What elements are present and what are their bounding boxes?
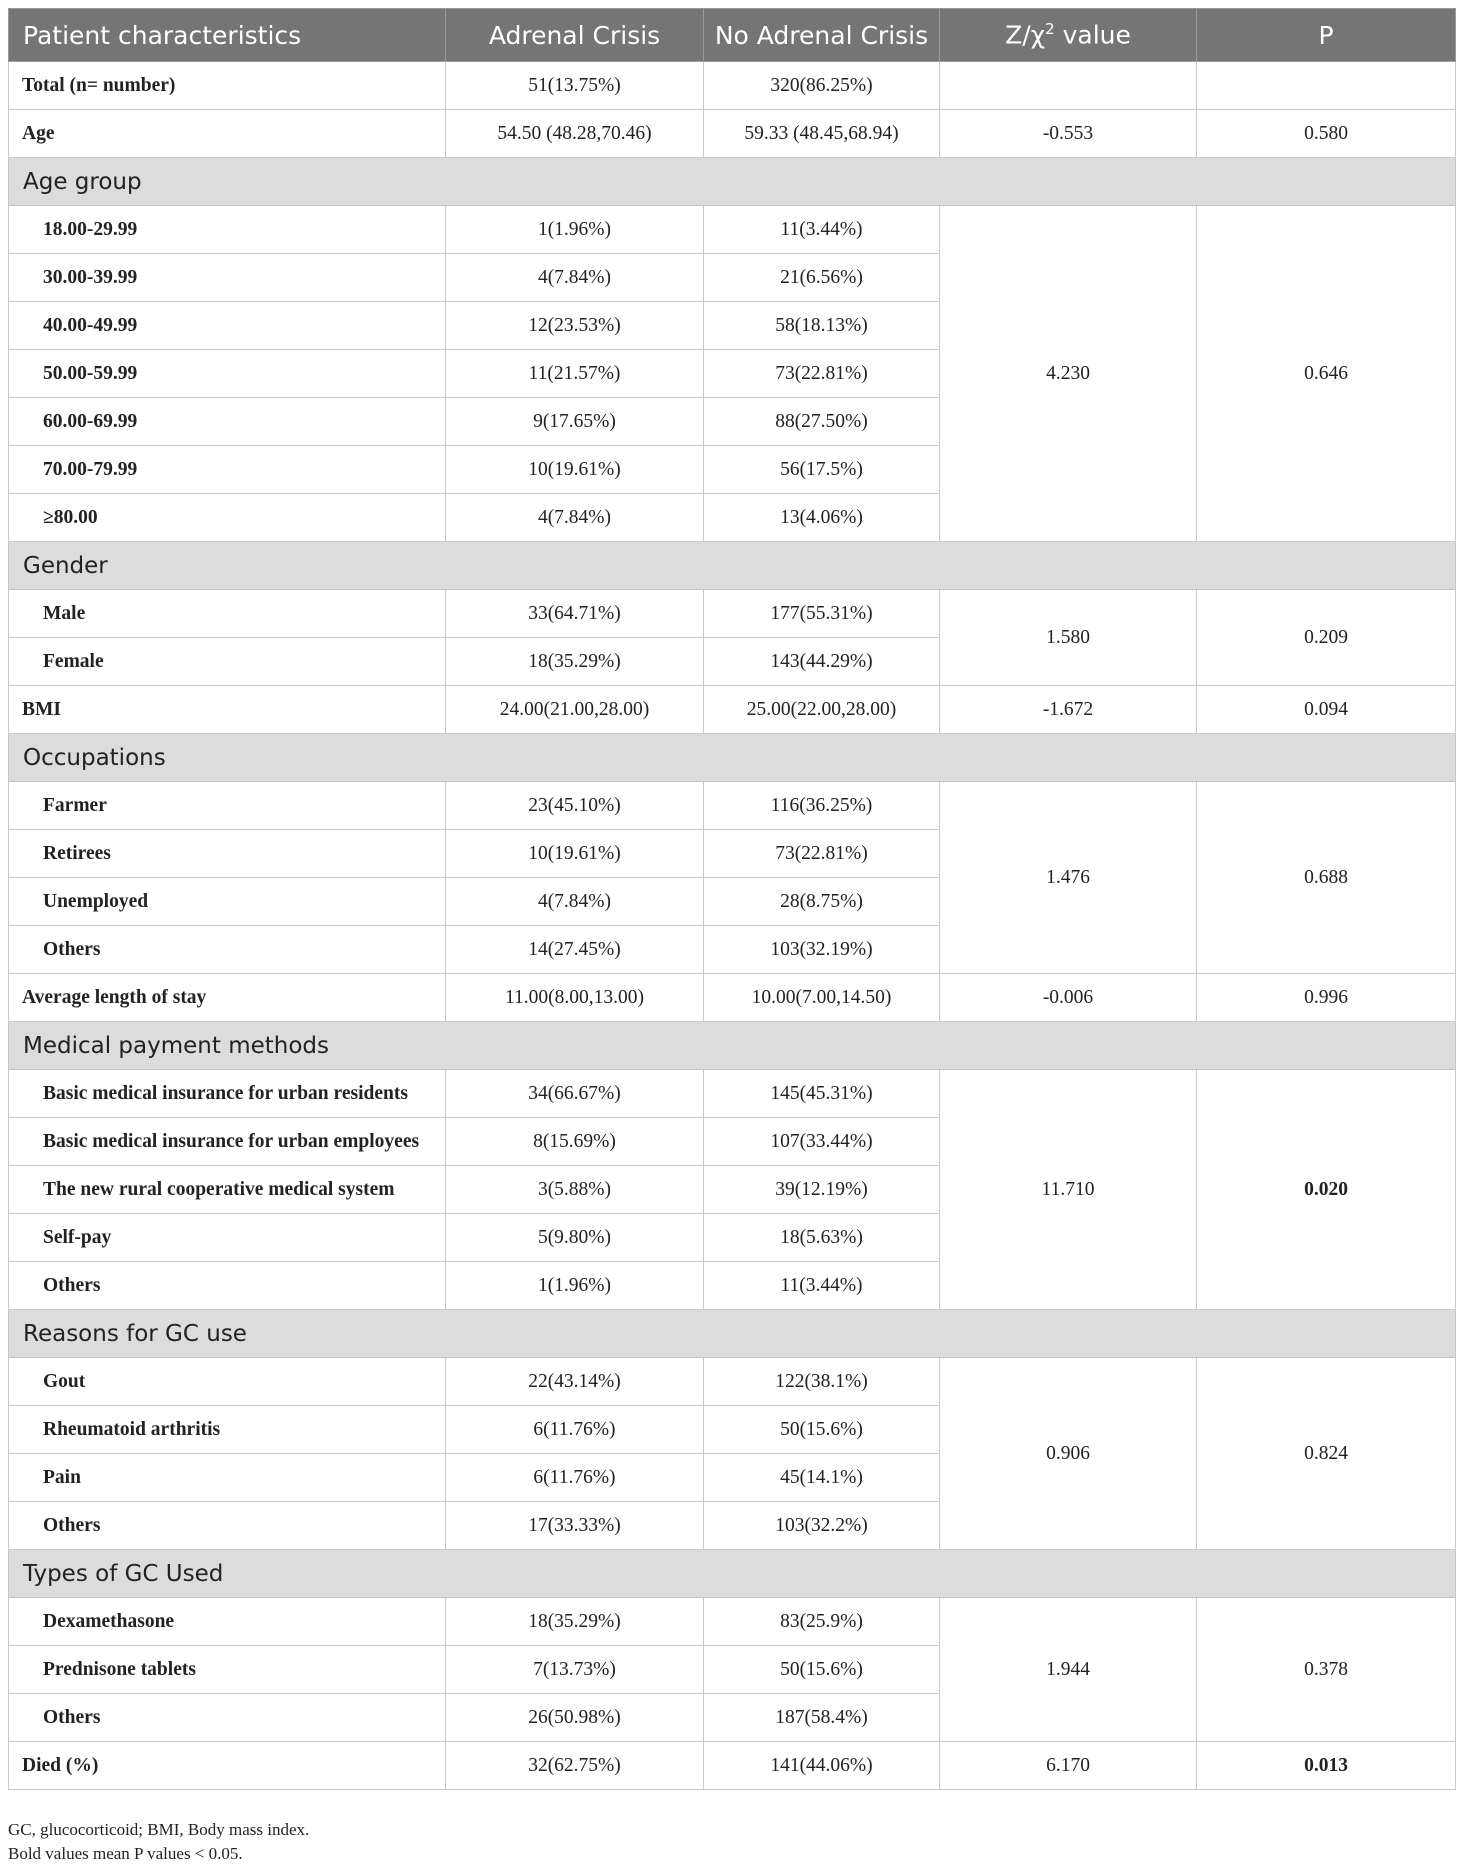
header-z-chi-label: Z/χ — [1005, 20, 1046, 50]
row-label: BMI — [9, 686, 446, 734]
cell-ac: 23(45.10%) — [446, 782, 704, 830]
cell-ac: 18(35.29%) — [446, 638, 704, 686]
cell-ac: 9(17.65%) — [446, 398, 704, 446]
header-adrenal-crisis: Adrenal Crisis — [446, 9, 704, 62]
cell-nac: 21(6.56%) — [704, 254, 940, 302]
cell-ac: 1(1.96%) — [446, 1262, 704, 1310]
row-label: The new rural cooperative medical system — [9, 1166, 446, 1214]
footnote-abbreviations: GC, glucocorticoid; BMI, Body mass index. — [8, 1820, 310, 1839]
cell-ac: 12(23.53%) — [446, 302, 704, 350]
row-label: Total (n= number) — [9, 62, 446, 110]
cell-ac: 33(64.71%) — [446, 590, 704, 638]
group-title: Occupations — [9, 734, 1456, 782]
table-row-died — [9, 1742, 1456, 1790]
row-label: Died (%) — [9, 1742, 446, 1790]
cell-nac: 45(14.1%) — [704, 1454, 940, 1502]
group-title: Types of GC Used — [9, 1550, 1456, 1598]
table-row-age — [9, 110, 1456, 158]
row-label: 70.00-79.99 — [9, 446, 446, 494]
header-z-chi-sup: 2 — [1045, 20, 1055, 39]
group-header-age-group — [9, 158, 1456, 206]
cell-p: 0.013 — [1197, 1742, 1456, 1790]
cell-z: 11.710 — [940, 1070, 1197, 1310]
table-row — [9, 1598, 1456, 1646]
cell-z — [940, 62, 1197, 110]
cell-nac: 50(15.6%) — [704, 1406, 940, 1454]
cell-ac: 6(11.76%) — [446, 1454, 704, 1502]
table-row — [9, 782, 1456, 830]
cell-ac: 24.00(21.00,28.00) — [446, 686, 704, 734]
row-label: Pain — [9, 1454, 446, 1502]
row-label: ≥80.00 — [9, 494, 446, 542]
row-label: 18.00-29.99 — [9, 206, 446, 254]
cell-nac: 116(36.25%) — [704, 782, 940, 830]
patient-characteristics-table — [8, 8, 1456, 1790]
row-label: Others — [9, 1502, 446, 1550]
cell-nac: 103(32.19%) — [704, 926, 940, 974]
cell-p: 0.646 — [1197, 206, 1456, 542]
cell-ac: 6(11.76%) — [446, 1406, 704, 1454]
cell-p: 0.996 — [1197, 974, 1456, 1022]
group-header-occupations — [9, 734, 1456, 782]
cell-nac: 141(44.06%) — [704, 1742, 940, 1790]
cell-ac: 34(66.67%) — [446, 1070, 704, 1118]
cell-nac: 107(33.44%) — [704, 1118, 940, 1166]
row-label: Others — [9, 1262, 446, 1310]
cell-nac: 187(58.4%) — [704, 1694, 940, 1742]
cell-p: 0.094 — [1197, 686, 1456, 734]
cell-p: 0.378 — [1197, 1598, 1456, 1742]
cell-ac: 3(5.88%) — [446, 1166, 704, 1214]
group-title: Age group — [9, 158, 1456, 206]
table-row-length-of-stay — [9, 974, 1456, 1022]
cell-nac: 28(8.75%) — [704, 878, 940, 926]
cell-ac: 8(15.69%) — [446, 1118, 704, 1166]
cell-nac: 103(32.2%) — [704, 1502, 940, 1550]
cell-nac: 10.00(7.00,14.50) — [704, 974, 940, 1022]
cell-ac: 51(13.75%) — [446, 62, 704, 110]
row-label: Prednisone tablets — [9, 1646, 446, 1694]
group-title: Medical payment methods — [9, 1022, 1456, 1070]
row-label: Rheumatoid arthritis — [9, 1406, 446, 1454]
cell-nac: 143(44.29%) — [704, 638, 940, 686]
header-row — [9, 9, 1456, 62]
cell-nac: 177(55.31%) — [704, 590, 940, 638]
table-row — [9, 1070, 1456, 1118]
cell-z: 0.906 — [940, 1358, 1197, 1550]
header-value-label: value — [1054, 20, 1131, 50]
cell-p — [1197, 62, 1456, 110]
footnote-bold-note: Bold values mean P values < 0.05. — [8, 1844, 243, 1863]
row-label: Farmer — [9, 782, 446, 830]
cell-z: 6.170 — [940, 1742, 1197, 1790]
row-label: Basic medical insurance for urban employees — [9, 1118, 446, 1166]
cell-ac: 4(7.84%) — [446, 254, 704, 302]
table-row — [9, 206, 1456, 254]
cell-z: -0.553 — [940, 110, 1197, 158]
cell-nac: 83(25.9%) — [704, 1598, 940, 1646]
cell-nac: 18(5.63%) — [704, 1214, 940, 1262]
cell-ac: 14(27.45%) — [446, 926, 704, 974]
cell-ac: 4(7.84%) — [446, 494, 704, 542]
cell-ac: 10(19.61%) — [446, 446, 704, 494]
row-label: Self-pay — [9, 1214, 446, 1262]
cell-nac: 59.33 (48.45,68.94) — [704, 110, 940, 158]
row-label: Others — [9, 1694, 446, 1742]
table-row — [9, 1358, 1456, 1406]
cell-p: 0.020 — [1197, 1070, 1456, 1310]
cell-nac: 122(38.1%) — [704, 1358, 940, 1406]
row-label: 40.00-49.99 — [9, 302, 446, 350]
row-label: Male — [9, 590, 446, 638]
cell-p: 0.580 — [1197, 110, 1456, 158]
cell-p: 0.824 — [1197, 1358, 1456, 1550]
cell-nac: 73(22.81%) — [704, 350, 940, 398]
cell-p: 0.209 — [1197, 590, 1456, 686]
cell-nac: 88(27.50%) — [704, 398, 940, 446]
cell-nac: 25.00(22.00,28.00) — [704, 686, 940, 734]
cell-nac: 320(86.25%) — [704, 62, 940, 110]
table-row — [9, 590, 1456, 638]
group-title: Gender — [9, 542, 1456, 590]
row-label: Age — [9, 110, 446, 158]
cell-ac: 11.00(8.00,13.00) — [446, 974, 704, 1022]
cell-ac: 18(35.29%) — [446, 1598, 704, 1646]
cell-ac: 22(43.14%) — [446, 1358, 704, 1406]
cell-ac: 17(33.33%) — [446, 1502, 704, 1550]
group-header-gender — [9, 542, 1456, 590]
group-header-reasons-gc-use — [9, 1310, 1456, 1358]
row-label: Female — [9, 638, 446, 686]
cell-nac: 11(3.44%) — [704, 1262, 940, 1310]
group-header-types-gc-used — [9, 1550, 1456, 1598]
cell-ac: 1(1.96%) — [446, 206, 704, 254]
cell-p: 0.688 — [1197, 782, 1456, 974]
row-label: 50.00-59.99 — [9, 350, 446, 398]
row-label: 30.00-39.99 — [9, 254, 446, 302]
cell-z: 1.476 — [940, 782, 1197, 974]
cell-nac: 73(22.81%) — [704, 830, 940, 878]
header-no-adrenal-crisis: No Adrenal Crisis — [704, 9, 940, 62]
row-label: Average length of stay — [9, 974, 446, 1022]
cell-nac: 145(45.31%) — [704, 1070, 940, 1118]
header-p: P — [1197, 9, 1456, 62]
header-patient-characteristics: Patient characteristics — [9, 9, 446, 62]
cell-ac: 4(7.84%) — [446, 878, 704, 926]
cell-ac: 32(62.75%) — [446, 1742, 704, 1790]
cell-ac: 7(13.73%) — [446, 1646, 704, 1694]
row-label: Basic medical insurance for urban residents — [9, 1070, 446, 1118]
cell-z: 4.230 — [940, 206, 1197, 542]
row-label: Retirees — [9, 830, 446, 878]
cell-nac: 56(17.5%) — [704, 446, 940, 494]
table-row-bmi — [9, 686, 1456, 734]
row-label: Gout — [9, 1358, 446, 1406]
cell-nac: 11(3.44%) — [704, 206, 940, 254]
cell-z: 1.944 — [940, 1598, 1197, 1742]
header-z-chi2-value — [940, 9, 1197, 62]
cell-z: 1.580 — [940, 590, 1197, 686]
group-header-payment-methods — [9, 1022, 1456, 1070]
cell-ac: 10(19.61%) — [446, 830, 704, 878]
row-label: Unemployed — [9, 878, 446, 926]
cell-nac: 13(4.06%) — [704, 494, 940, 542]
cell-z: -1.672 — [940, 686, 1197, 734]
row-label: 60.00-69.99 — [9, 398, 446, 446]
cell-ac: 11(21.57%) — [446, 350, 704, 398]
footnotes — [8, 1818, 309, 1866]
group-title: Reasons for GC use — [9, 1310, 1456, 1358]
cell-z: -0.006 — [940, 974, 1197, 1022]
row-label: Others — [9, 926, 446, 974]
row-label: Dexamethasone — [9, 1598, 446, 1646]
table-row-total — [9, 62, 1456, 110]
table-container — [8, 8, 1455, 1790]
cell-nac: 39(12.19%) — [704, 1166, 940, 1214]
cell-nac: 50(15.6%) — [704, 1646, 940, 1694]
cell-ac: 54.50 (48.28,70.46) — [446, 110, 704, 158]
cell-ac: 26(50.98%) — [446, 1694, 704, 1742]
cell-nac: 58(18.13%) — [704, 302, 940, 350]
cell-ac: 5(9.80%) — [446, 1214, 704, 1262]
